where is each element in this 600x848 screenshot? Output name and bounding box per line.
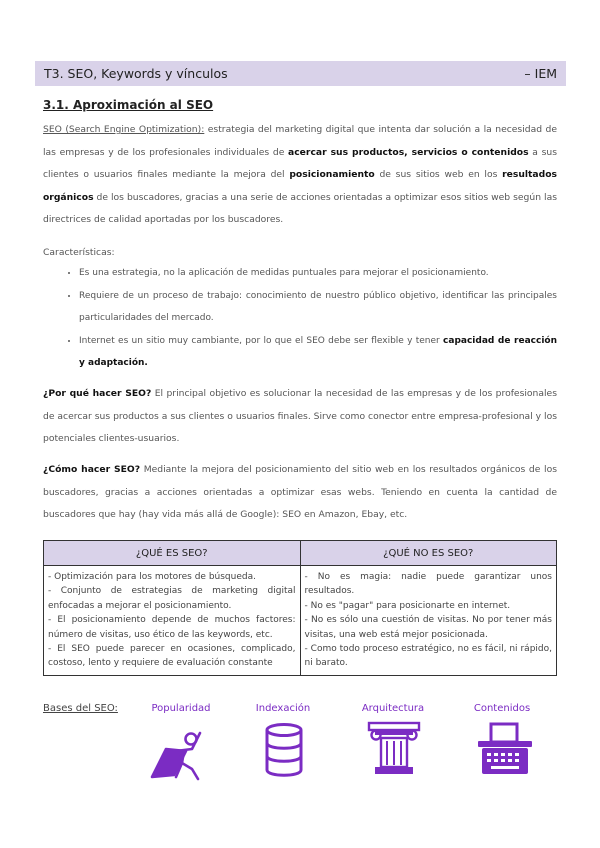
typewriter-icon xyxy=(475,722,535,778)
document-title: T3. SEO, Keywords y vínculos xyxy=(44,66,228,81)
caracteristicas-list xyxy=(43,262,557,375)
table-line: - No es magia: nadie puede garantizar unos resultados. xyxy=(304,572,552,597)
section-title: 3.1. Aproximación al SEO xyxy=(43,98,214,112)
column-icon xyxy=(365,720,423,776)
table-line: - Optimización para los motores de búsqueda. xyxy=(48,572,256,582)
organization-label: – IEM xyxy=(524,66,557,81)
base-contenidos-label: Contenidos xyxy=(473,703,531,714)
que-es-cell xyxy=(44,566,301,676)
list-item: • Es una estrategia, no la aplicación de medidas puntuales para mejorar el posicionamiento. xyxy=(79,262,557,285)
table-line: - Como todo proceso estratégico, no es fácil, ni rápido, ni barato. xyxy=(304,644,552,669)
intro-paragraph: SEO (Search Engine Optimization): estrategia del marketing digital que intenta dar solución a la necesidad de las empresas y de los profesionales individuales de acercar sus productos, servicios o contenidos a sus clientes o usuarios finales mediante la mejora del posicionamiento de sus sitios web en los resultados orgánicos de los buscadores, gracias a una serie de acciones orientadas a optimizar esos sitios web según las directrices de calidad aportadas por los buscadores. xyxy=(43,124,558,225)
por-que-paragraph: ¿Por qué hacer SEO? El principal objetivo es solucionar la necesidad de las empresas y de los profesionales de acercar sus productos a sus clientes o usuarios finales. Sirve como conector entre empresa-profesional y los potenciales clientes-usuarios. xyxy=(43,388,557,444)
superhero-icon xyxy=(146,725,216,783)
table-line: - Conjunto de estrategias de marketing digital enfocadas a mejorar el posicionamiento. xyxy=(48,586,296,611)
title-bar xyxy=(35,61,566,86)
base-arquitectura-label: Arquitectura xyxy=(361,703,425,714)
table-header-que-no-es: ¿QUÉ NO ES SEO? xyxy=(300,541,557,566)
table-line: - El SEO puede parecer en ocasiones, complicado, costoso, lento y requiere de evaluación constante xyxy=(48,644,296,669)
table-line: - No es sólo una cuestión de visitas. No por tener más visitas, una web está mejor posicionada. xyxy=(304,615,552,640)
list-item: • Internet es un sitio muy cambiante, por lo que el SEO debe ser flexible y tener capacidad de reacción y adaptación. xyxy=(79,330,557,375)
table-line: - El posicionamiento depende de muchos factores: número de visitas, uso ético de las keywords, etc. xyxy=(48,615,296,640)
list-item: • Requiere de un proceso de trabajo: conocimiento de nuestro público objetivo, identificar las principales particularidades del mercado. xyxy=(79,285,557,330)
seo-definition-term: SEO (Search Engine Optimization): xyxy=(43,124,205,135)
database-icon xyxy=(263,722,305,778)
base-indexacion-label: Indexación xyxy=(255,703,311,714)
table-line: - No es "pagar" para posicionarte en internet. xyxy=(304,600,511,611)
base-popularidad-label: Popularidad xyxy=(151,703,211,714)
table-header-que-es: ¿QUÉ ES SEO? xyxy=(44,541,301,566)
caracteristicas-label: Características: xyxy=(43,247,115,258)
seo-comparison-table xyxy=(43,540,557,676)
bases-label: Bases del SEO: xyxy=(43,703,118,714)
como-paragraph: ¿Cómo hacer SEO? Mediante la mejora del posicionamiento del sitio web en los resultados orgánicos de los buscadores, gracias a acciones orientadas a optimizar esas webs. Teniendo en cuenta la cantidad de buscadores que hay (hay vida más allá de Google): SEO en Amazon, Ebay, etc. xyxy=(43,464,557,520)
por-que-question: ¿Por qué hacer SEO? xyxy=(43,388,152,399)
como-question: ¿Cómo hacer SEO? xyxy=(43,464,141,475)
que-no-es-cell xyxy=(300,566,557,676)
